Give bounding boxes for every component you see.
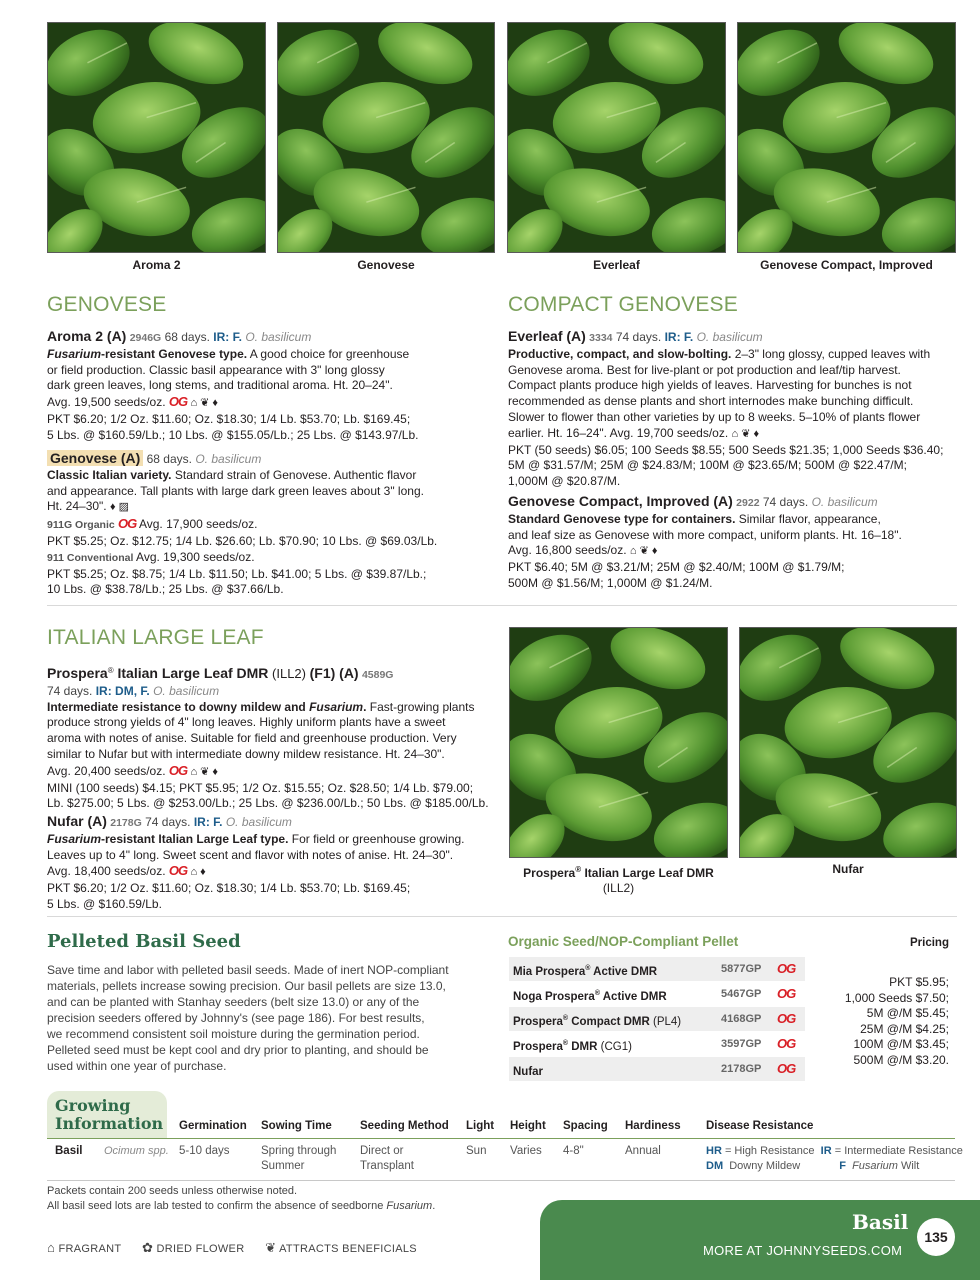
hardiness-value: Annual bbox=[625, 1145, 661, 1157]
legend-attracts-beneficials: ATTRACTS BENEFICIALS bbox=[279, 1243, 417, 1255]
height-value: Varies bbox=[510, 1145, 542, 1157]
basil-photo-image bbox=[278, 23, 494, 252]
latin-name: O. basilicum bbox=[811, 495, 878, 509]
days-to-maturity: 74 days. bbox=[47, 683, 93, 698]
price-line: PKT $5.25; Oz. $12.75; 1/4 Lb. $26.60; Lb. $70.90; 10 Lbs. @ $69.03/Lb. bbox=[47, 533, 438, 548]
price-line: 100M @/M $3.45; bbox=[853, 1037, 949, 1051]
desc-line: or field production. Classic basil appearance with 3" long glossy bbox=[47, 362, 385, 377]
header-seeding-method: Seeding Method bbox=[360, 1120, 449, 1132]
price-line: PKT (50 seeds) $6.05; 100 Seeds $8.55; 500 Seeds $21.35; 1,000 Seeds $36.40; bbox=[508, 442, 944, 457]
variety-name: Genovese (A) bbox=[47, 450, 143, 466]
product-code: 4589G bbox=[361, 669, 394, 681]
pellet-name-main: Nufar bbox=[513, 1065, 544, 1078]
photo-genovese bbox=[277, 22, 495, 253]
lead-text: -resistant Genovese type. bbox=[101, 346, 248, 361]
pellet-name bbox=[513, 982, 667, 1009]
days-to-maturity: 74 days. bbox=[615, 330, 662, 344]
product-code: 2946G bbox=[129, 332, 162, 344]
legend-fragrant: FRAGRANT bbox=[58, 1243, 122, 1255]
variety-header bbox=[47, 451, 497, 468]
price-line: 500M @/M $3.20. bbox=[853, 1052, 949, 1067]
packet-notes bbox=[47, 1184, 435, 1214]
desc-line: aroma with notes of anise. Suitable for field and greenhouse production. Very bbox=[47, 731, 457, 746]
attribute-icons: ⌂ ❦ ♦ bbox=[629, 545, 658, 558]
desc-line: precision seeders offered by Johnny's (see page 186). For best results, bbox=[47, 1011, 425, 1025]
registered-mark: ® bbox=[585, 965, 591, 972]
price-line: 5 Lbs. @ $160.59/Lb. bbox=[47, 896, 162, 911]
growing-info-title bbox=[55, 1097, 163, 1133]
sowing-line: Spring through bbox=[261, 1145, 337, 1157]
photo-caption: Aroma 2 bbox=[132, 258, 181, 272]
price-line: PKT $6.20; 1/2 Oz. $11.60; Oz. $18.30; 1/4 Lb. $53.70; Lb. $169.45; bbox=[47, 411, 411, 426]
variety-header bbox=[508, 329, 968, 347]
lead-text: Productive, compact, and slow-bolting. bbox=[508, 346, 732, 361]
desc-line: and can be planted with Stanhay seeders (belt size 13.0) or any of the bbox=[47, 995, 420, 1009]
variety-description bbox=[47, 347, 497, 444]
organic-logo-icon: OG bbox=[777, 961, 796, 976]
seed-count: Avg. 16,800 seeds/oz. bbox=[508, 543, 627, 558]
basil-photo-image bbox=[508, 23, 725, 252]
hr-code: HR bbox=[706, 1145, 722, 1157]
note-emphasis: Fusarium bbox=[386, 1200, 433, 1212]
organic-logo-icon: OG bbox=[777, 1061, 796, 1076]
ir-text: = Intermediate Resistance bbox=[831, 1145, 963, 1157]
attribute-icons: ⌂ ❦ ♦ bbox=[190, 397, 219, 410]
hr-text: = High Resistance bbox=[721, 1145, 815, 1157]
pellet-row bbox=[509, 1057, 805, 1081]
photo-nufar bbox=[739, 627, 957, 858]
photo-aroma-2 bbox=[47, 22, 266, 253]
header-height: Height bbox=[510, 1120, 546, 1132]
pellet-code: 4168GP bbox=[721, 1013, 762, 1025]
registered-mark: ® bbox=[562, 1040, 569, 1047]
pellet-name-rest: Active DMR bbox=[590, 965, 658, 978]
light-value: Sun bbox=[466, 1145, 487, 1157]
disease-resistance: IR: F. bbox=[213, 330, 242, 344]
days-to-maturity: 74 days. bbox=[762, 495, 809, 509]
seeding-method-value bbox=[360, 1144, 414, 1174]
lead-text: -resistant Italian Large Leaf type. bbox=[101, 831, 289, 846]
section-heading-italian-large-leaf: ITALIAN LARGE LEAF bbox=[47, 626, 264, 649]
lead-emphasis: Fusarium bbox=[47, 831, 102, 846]
variety-subcode: (ILL2) bbox=[268, 666, 310, 681]
variety-description bbox=[47, 468, 497, 598]
desc-line: we recommend consistent soil moisture during the germination period. bbox=[47, 1027, 420, 1041]
attribute-icons: ♦ ▨ bbox=[109, 501, 130, 514]
pellet-name bbox=[513, 957, 657, 984]
days-to-maturity: 74 days. bbox=[145, 815, 191, 829]
organic-logo-icon: OG bbox=[168, 863, 188, 879]
section-divider bbox=[47, 916, 957, 917]
seeding-line: Direct or bbox=[360, 1145, 404, 1157]
photo-caption: Genovese Compact, Improved bbox=[760, 258, 933, 272]
footer-banner bbox=[540, 1200, 980, 1280]
price-line: 10 Lbs. @ $38.78/Lb.; 25 Lbs. @ $37.66/Lb. bbox=[47, 582, 284, 597]
variety-description bbox=[508, 512, 968, 592]
growing-title-line: Growing bbox=[55, 1096, 131, 1115]
footer-crop-title: Basil bbox=[852, 1210, 909, 1234]
photo-prospera bbox=[509, 627, 728, 858]
lead-emphasis: Fusarium bbox=[47, 346, 102, 361]
organic-logo-icon: OG bbox=[777, 986, 796, 1001]
pellet-name-main: Prospera bbox=[513, 1015, 563, 1028]
price-line: 5M @/M $5.45; bbox=[866, 1006, 949, 1020]
days-to-maturity: 68 days. bbox=[146, 452, 192, 466]
lead-text: Standard Genovese type for containers. bbox=[508, 511, 736, 526]
sowing-line: Summer bbox=[261, 1160, 305, 1172]
icon-legend bbox=[47, 1240, 417, 1258]
variety-everleaf bbox=[508, 329, 968, 490]
basil-photo-image bbox=[48, 23, 265, 252]
photo-caption bbox=[509, 862, 728, 896]
variety-genovese bbox=[47, 451, 497, 598]
attribute-icons: ⌂ ♦ bbox=[190, 866, 206, 879]
disease-resistance: IR: F. bbox=[664, 330, 694, 344]
desc-line: Genovese aroma. Best for live-plant or pot production and leaf/tip harvest. bbox=[508, 362, 901, 377]
latin-name: O. basilicum bbox=[245, 330, 312, 344]
variety-header bbox=[47, 663, 502, 684]
header-germination: Germination bbox=[179, 1120, 247, 1132]
seed-count: Avg. 18,400 seeds/oz. bbox=[47, 864, 166, 879]
pellet-code: 5467GP bbox=[721, 988, 762, 1000]
dm-code: DM bbox=[706, 1160, 724, 1172]
variety-name: Genovese Compact, Improved (A) bbox=[508, 493, 733, 509]
organic-logo-icon: OG bbox=[168, 394, 188, 410]
basil-photo-image bbox=[738, 23, 955, 252]
attribute-icons: ⌂ ❦ ♦ bbox=[731, 427, 760, 440]
desc-line: Slower to flower than other varieties by up to 8 weeks. 5–10% of plants flower bbox=[508, 409, 921, 424]
pellet-row bbox=[509, 957, 805, 981]
lead-end: . bbox=[363, 699, 367, 714]
pellet-name-rest: Active DMR bbox=[599, 990, 667, 1003]
basil-photo-image bbox=[510, 628, 727, 857]
header-spacing: Spacing bbox=[563, 1120, 608, 1132]
desc-line: Save time and labor with pelleted basil seeds. Made of inert NOP-compliant bbox=[47, 963, 449, 977]
latin-name: O. basilicum bbox=[225, 815, 292, 829]
desc-line: and leaf size as Genovese with more compact, uniform plants. Ht. 16–18". bbox=[508, 527, 902, 542]
desc-line: For field or greenhouse growing. bbox=[288, 831, 465, 846]
price-line: Lb. $275.00; 5 Lbs. @ $253.00/Lb.; 25 Lbs. @ $236.00/Lb.; 50 Lbs. @ $185.00/Lb. bbox=[47, 796, 489, 811]
seed-count: Avg. 19,300 seeds/oz. bbox=[136, 549, 255, 564]
section-heading-compact-genovese: COMPACT GENOVESE bbox=[508, 293, 738, 316]
attribute-icons: ⌂ ❦ ♦ bbox=[190, 765, 219, 778]
photo-genovese-compact bbox=[737, 22, 956, 253]
desc-line: and appearance. Tall plants with large dark green leaves about 3" long. bbox=[47, 483, 424, 498]
f-text-rest: Wilt bbox=[897, 1160, 920, 1172]
price-line: PKT $6.40; 5M @ $3.21/M; 25M @ $2.40/M; 100M @ $1.79/M; bbox=[508, 560, 845, 575]
variety-header bbox=[508, 494, 968, 512]
price-line: 1,000 Seeds $7.50; bbox=[844, 990, 949, 1005]
note-line: Packets contain 200 seeds unless otherwise noted. bbox=[47, 1185, 298, 1197]
basil-photo-image bbox=[740, 628, 956, 857]
variety-genovese-compact-improved bbox=[508, 494, 968, 592]
legend-dried-flower: DRIED FLOWER bbox=[156, 1243, 245, 1255]
variety-type: (F1) (A) bbox=[309, 665, 359, 681]
organic-logo-icon: OG bbox=[777, 1011, 796, 1026]
lead-text: Intermediate resistance to downy mildew and bbox=[47, 699, 310, 714]
desc-line: Standard strain of Genovese. Authentic flavor bbox=[171, 467, 417, 482]
price-line: PKT $5.95; bbox=[889, 975, 949, 989]
variety-name: Prospera bbox=[47, 665, 108, 681]
lead-text: Classic Italian variety. bbox=[47, 467, 172, 482]
variety-nufar bbox=[47, 814, 502, 913]
registered-mark: ® bbox=[107, 666, 114, 675]
pellet-row bbox=[509, 982, 805, 1006]
price-line: 1,000M @ $20.87/M. bbox=[508, 474, 621, 489]
desc-line: earlier. Ht. 16–24". Avg. 19,700 seeds/oz. bbox=[508, 425, 729, 440]
desc-line: produce strong yields of 4" long leaves. Highly uniform plants have a sweet bbox=[47, 715, 446, 730]
desc-line: Pelleted seed must be kept cool and dry prior to planting, and should be bbox=[47, 1043, 429, 1057]
price-line: PKT $5.25; Oz. $8.75; 1/4 Lb. $11.50; Lb. $41.00; 5 Lbs. @ $39.87/Lb.; bbox=[47, 566, 427, 581]
sowing-time-value bbox=[261, 1144, 336, 1174]
f-text: Fusarium bbox=[852, 1160, 898, 1172]
page-number: 135 bbox=[917, 1218, 955, 1256]
pellet-row bbox=[509, 1032, 805, 1056]
beneficials-icon: ❦ bbox=[265, 1240, 277, 1255]
footer-website-link[interactable]: MORE AT JOHNNYSEEDS.COM bbox=[703, 1243, 903, 1258]
pricing-label: Pricing bbox=[910, 937, 949, 949]
variety-description bbox=[47, 832, 502, 913]
header-sowing-time: Sowing Time bbox=[261, 1120, 332, 1132]
pellet-name-main: Noga Prospera bbox=[513, 990, 595, 1003]
organic-logo-icon: OG bbox=[118, 516, 137, 532]
variety-aroma-2 bbox=[47, 329, 497, 444]
price-line: MINI (100 seeds) $4.15; PKT $5.95; 1/2 Oz. $15.55; Oz. $28.50; 1/4 Lb. $79.00; bbox=[47, 780, 474, 795]
germination-value: 5-10 days bbox=[179, 1145, 230, 1157]
variety-name: Aroma 2 (A) bbox=[47, 328, 127, 344]
growing-info-rule bbox=[47, 1138, 955, 1139]
pellet-name-main: Mia Prospera bbox=[513, 965, 586, 978]
pelleted-title: Pelleted Basil Seed bbox=[47, 931, 241, 952]
section-heading-genovese: GENOVESE bbox=[47, 293, 167, 316]
dm-text: Downy Mildew bbox=[729, 1160, 801, 1172]
pellet-name-main: Prospera bbox=[513, 1040, 563, 1053]
pellet-name bbox=[513, 1057, 543, 1084]
desc-line: Similar flavor, appearance, bbox=[735, 511, 881, 526]
organic-label: 911G Organic bbox=[47, 519, 115, 532]
seed-count: Avg. 17,900 seeds/oz. bbox=[138, 517, 258, 532]
pelleted-description bbox=[47, 962, 497, 1074]
registered-mark: ® bbox=[594, 990, 600, 997]
variety-description bbox=[47, 684, 502, 812]
photo-caption: Everleaf bbox=[593, 258, 640, 272]
variety-description bbox=[508, 347, 968, 490]
spacing-value: 4-8" bbox=[563, 1145, 584, 1157]
registered-mark: ® bbox=[562, 1015, 569, 1022]
price-line: 5 Lbs. @ $160.59/Lb.; 10 Lbs. @ $155.05/Lb.; 25 Lbs. @ $143.97/Lb. bbox=[47, 427, 419, 442]
variety-name: Nufar (A) bbox=[47, 813, 107, 829]
latin-name: O. basilicum bbox=[153, 683, 220, 698]
pellet-name-rest: Compact DMR bbox=[568, 1015, 650, 1028]
price-line: 5M @ $31.57/M; 25M @ $24.83/M; 100M @ $23.65/M; 500M @ $22.47/M; bbox=[508, 458, 907, 473]
latin-name: O. basilicum bbox=[696, 330, 763, 344]
caption-name: Prospera bbox=[523, 866, 576, 880]
fragrant-icon: ⌂ bbox=[47, 1240, 56, 1255]
desc-line: Leaves up to 4" long. Sweet scent and flavor with notes of anise. Ht. 24–30". bbox=[47, 847, 454, 862]
pellet-pricing bbox=[800, 975, 949, 1068]
variety-header bbox=[47, 329, 497, 347]
pellet-name bbox=[513, 1007, 681, 1034]
variety-prospera-ill bbox=[47, 663, 502, 812]
disease-resistance-legend bbox=[706, 1144, 966, 1174]
crop-name: Basil bbox=[55, 1145, 83, 1157]
seed-count: Avg. 20,400 seeds/oz. bbox=[47, 763, 166, 778]
dried-flower-icon: ✿ bbox=[141, 1240, 154, 1255]
desc-line: 2–3" long glossy, cupped leaves with bbox=[731, 346, 931, 361]
product-code: 2922 bbox=[736, 497, 760, 509]
caption-rest: Italian Large Leaf DMR bbox=[581, 866, 714, 880]
conventional-label: 911 Conventional bbox=[47, 551, 134, 564]
desc-line: used within one year of purchase. bbox=[47, 1059, 227, 1073]
desc-line: Compact plants produce high yields of leaves. Harvesting for bunches is not bbox=[508, 378, 912, 393]
lead-emphasis: Fusarium bbox=[309, 699, 364, 714]
pellet-code: 5877GP bbox=[721, 963, 762, 975]
pellet-name-rest: DMR bbox=[568, 1040, 598, 1053]
pellet-subcode: (CG1) bbox=[597, 1040, 632, 1053]
desc-line: similar to Nufar but with intermediate downy mildew resistance. Ht. 24–30". bbox=[47, 746, 445, 761]
desc-line: A good choice for greenhouse bbox=[247, 346, 410, 361]
desc-line: Ht. 24–30". bbox=[47, 499, 107, 514]
variety-name-rest: Italian Large Leaf DMR bbox=[113, 665, 269, 681]
growing-title-line: Information bbox=[55, 1114, 164, 1133]
pellet-code: 2178GP bbox=[721, 1063, 762, 1075]
days-to-maturity: 68 days. bbox=[164, 330, 210, 344]
product-code: 2178G bbox=[110, 817, 142, 829]
pellet-name bbox=[513, 1032, 632, 1059]
f-code: F bbox=[839, 1160, 846, 1172]
header-disease-resistance: Disease Resistance bbox=[706, 1120, 814, 1132]
header-hardiness: Hardiness bbox=[625, 1120, 681, 1132]
seeding-line: Transplant bbox=[360, 1160, 414, 1172]
note-line: All basil seed lots are lab tested to confirm the absence of seedborne bbox=[47, 1200, 387, 1212]
caption-line2: (ILL2) bbox=[602, 881, 635, 895]
variety-header bbox=[47, 814, 502, 832]
header-light: Light bbox=[466, 1120, 495, 1132]
disease-resistance: IR: DM, F. bbox=[95, 683, 150, 698]
latin-name: O. basilicum bbox=[195, 452, 262, 466]
note-end: . bbox=[432, 1200, 436, 1212]
organic-logo-icon: OG bbox=[777, 1036, 796, 1051]
photo-caption: Nufar bbox=[832, 862, 864, 876]
crop-latin: Ocimum spp. bbox=[104, 1145, 169, 1157]
pellet-subcode: (PL4) bbox=[649, 1015, 682, 1028]
pellet-table-title: Organic Seed/NOP-Compliant Pellet bbox=[508, 934, 739, 949]
section-divider bbox=[47, 1180, 955, 1181]
section-divider bbox=[47, 605, 957, 606]
price-line: 500M @ $1.56/M; 1,000M @ $1.24/M. bbox=[508, 575, 713, 590]
disease-resistance: IR: F. bbox=[193, 815, 223, 829]
pellet-row bbox=[509, 1007, 805, 1031]
desc-line: recommended as dense plants and short internodes make bunching difficult. bbox=[508, 394, 914, 409]
desc-line: dark green leaves, long stems, and traditional aroma. Ht. 20–24". bbox=[47, 378, 393, 393]
photo-caption: Genovese bbox=[357, 258, 415, 272]
desc-line: materials, pellets increase sowing precision. Our basil pellets are size 13.0, bbox=[47, 979, 446, 993]
pellet-code: 3597GP bbox=[721, 1038, 762, 1050]
ir-code: IR bbox=[820, 1145, 832, 1157]
price-line: 25M @/M $4.25; bbox=[860, 1021, 949, 1036]
photo-everleaf bbox=[507, 22, 726, 253]
product-code: 3334 bbox=[589, 332, 613, 344]
organic-logo-icon: OG bbox=[168, 762, 188, 778]
desc-line: Fast-growing plants bbox=[366, 699, 475, 714]
registered-mark: ® bbox=[575, 865, 582, 874]
price-line: PKT $6.20; 1/2 Oz. $11.60; Oz. $18.30; 1/4 Lb. $53.70; Lb. $169.45; bbox=[47, 881, 411, 896]
variety-name: Everleaf (A) bbox=[508, 328, 586, 344]
seed-count: Avg. 19,500 seeds/oz. bbox=[47, 395, 166, 410]
